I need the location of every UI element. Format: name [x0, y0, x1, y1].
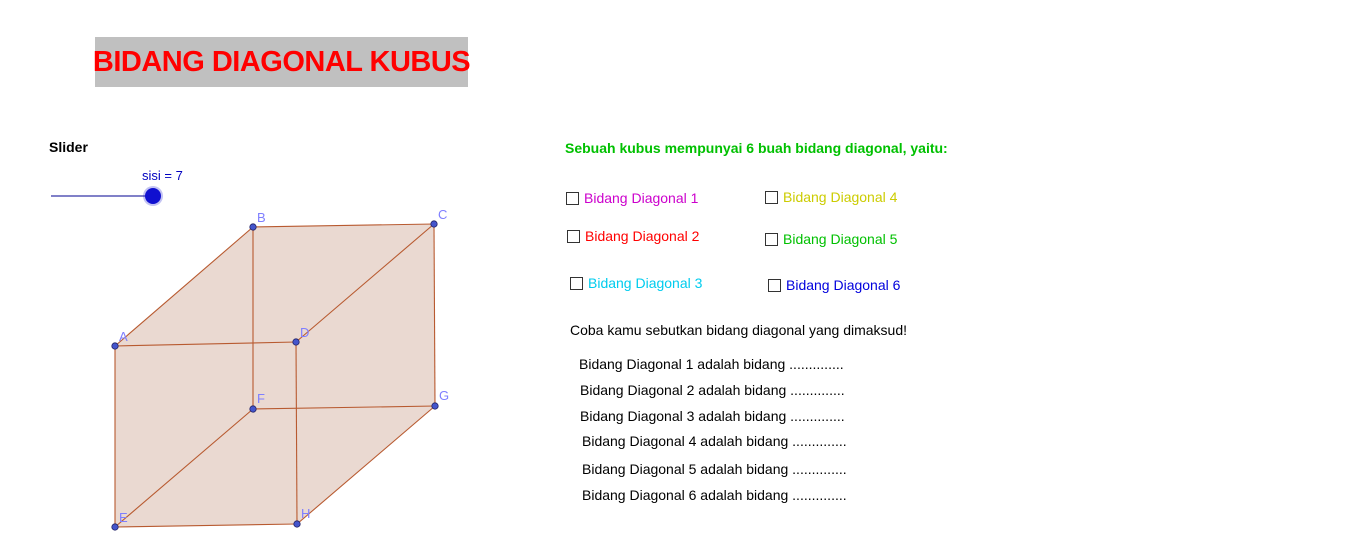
point-label-d: D: [300, 325, 310, 340]
checkbox-diagonal-2[interactable]: [567, 228, 699, 244]
checkbox-box[interactable]: [570, 277, 583, 290]
point-label-c: C: [438, 207, 448, 222]
question-text: Coba kamu sebutkan bidang diagonal yang dimaksud!: [570, 322, 908, 338]
cube-faces: [115, 224, 435, 527]
point-label-b: B: [257, 210, 266, 225]
checkbox-diagonal-1[interactable]: [566, 190, 698, 206]
point-label-e: E: [119, 510, 128, 525]
point-b[interactable]: [250, 224, 256, 230]
answer-line-6: Bidang Diagonal 6 adalah bidang ..............: [582, 487, 847, 503]
cube-drawing: [0, 0, 520, 558]
slider-value: sisi = 7: [142, 168, 183, 183]
intro-text: Sebuah kubus mempunyai 6 buah bidang diagonal, yaitu:: [565, 140, 948, 156]
checkbox-diagonal-4[interactable]: [765, 189, 897, 205]
point-label-f: F: [257, 391, 265, 406]
checkbox-diagonal-5[interactable]: [765, 231, 897, 247]
checkbox-diagonal-6[interactable]: [768, 277, 900, 293]
point-a[interactable]: [112, 343, 118, 349]
checkbox-label: Bidang Diagonal 5: [783, 231, 898, 247]
answer-line-3: Bidang Diagonal 3 adalah bidang ..............: [580, 408, 845, 424]
answer-line-4: Bidang Diagonal 4 adalah bidang ..............: [582, 433, 847, 449]
checkbox-box[interactable]: [566, 192, 579, 205]
checkbox-label: Bidang Diagonal 6: [786, 277, 901, 293]
answer-line-2: Bidang Diagonal 2 adalah bidang ..............: [580, 382, 845, 398]
point-e[interactable]: [112, 524, 118, 530]
answer-line-5: Bidang Diagonal 5 adalah bidang ..............: [582, 461, 847, 477]
point-label-a: A: [119, 329, 128, 344]
checkbox-box[interactable]: [765, 191, 778, 204]
point-h[interactable]: [294, 521, 300, 527]
face-front: [115, 342, 297, 527]
checkbox-label: Bidang Diagonal 2: [585, 228, 700, 244]
point-g[interactable]: [432, 403, 438, 409]
checkbox-label: Bidang Diagonal 1: [584, 190, 699, 206]
point-c[interactable]: [431, 221, 437, 227]
slider-label: Slider: [49, 139, 88, 155]
checkbox-label: Bidang Diagonal 4: [783, 189, 898, 205]
point-d[interactable]: [293, 339, 299, 345]
checkbox-diagonal-3[interactable]: [570, 275, 702, 291]
point-f[interactable]: [250, 406, 256, 412]
checkbox-label: Bidang Diagonal 3: [588, 275, 703, 291]
checkbox-box[interactable]: [765, 233, 778, 246]
point-label-g: G: [439, 388, 450, 403]
point-label-h: H: [301, 506, 311, 521]
page-title: BIDANG DIAGONAL KUBUS: [92, 45, 471, 78]
checkbox-box[interactable]: [768, 279, 781, 292]
answer-line-1: Bidang Diagonal 1 adalah bidang ..............: [579, 356, 844, 372]
checkbox-box[interactable]: [567, 230, 580, 243]
